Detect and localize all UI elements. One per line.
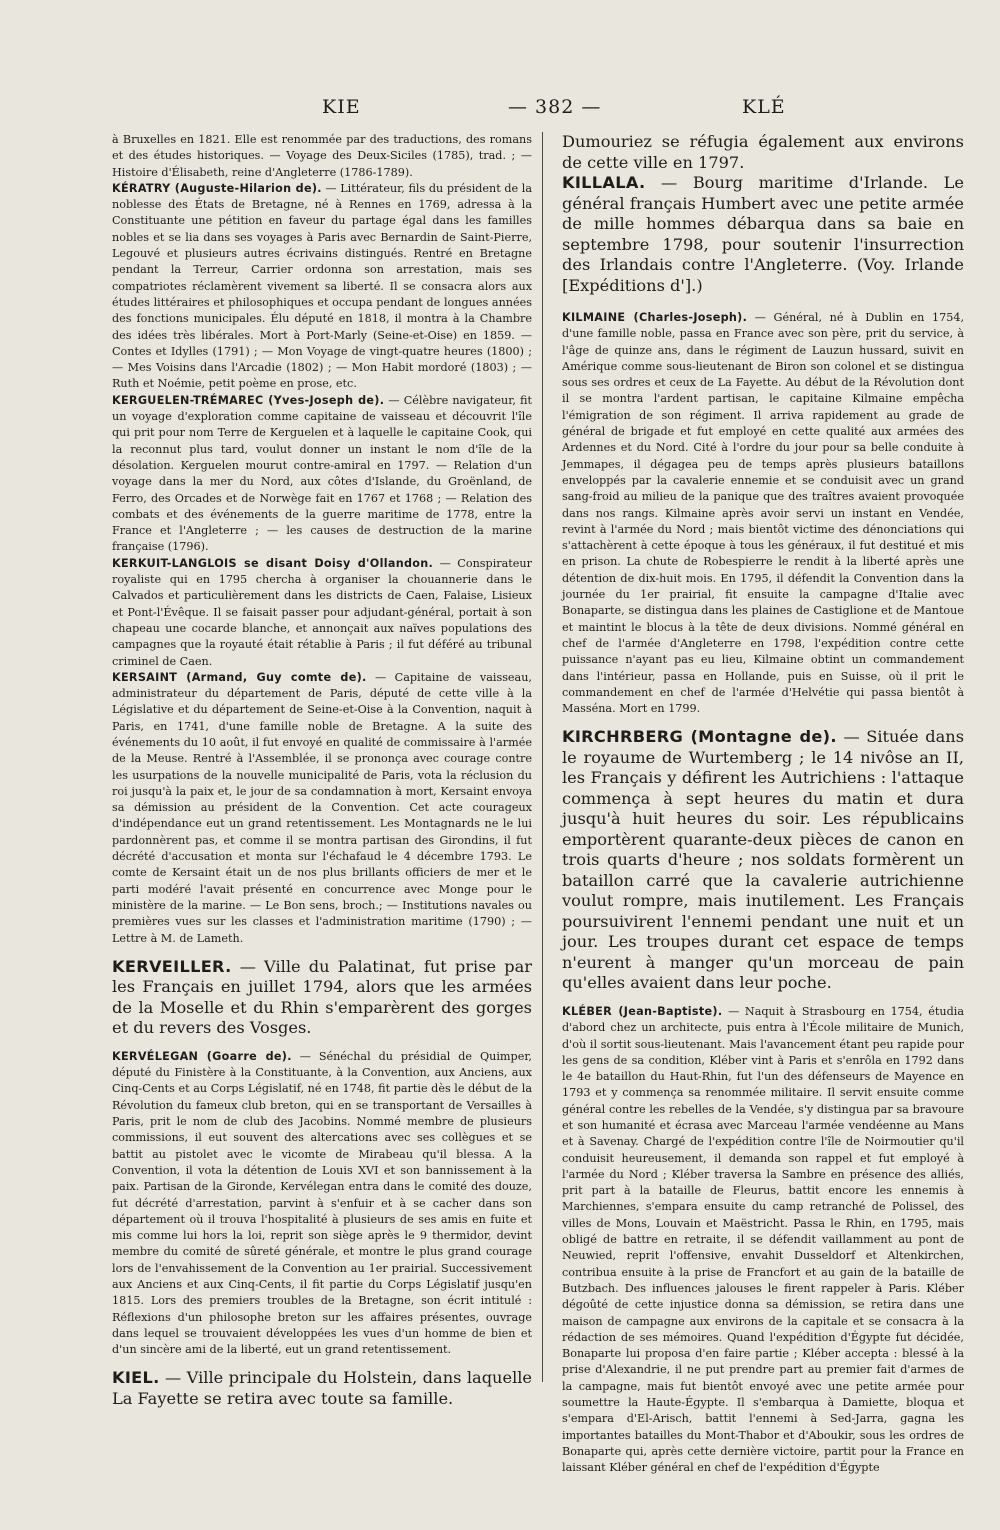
entry-killala (562, 173, 964, 296)
headword: KERVEILLER. (112, 956, 232, 976)
headword: KERGUELEN-TRÉMAREC (Yves-Joseph de). (112, 393, 385, 407)
entry-continuation: Dumouriez se réfugia également aux environs de cette ville en 1797. (562, 132, 964, 172)
spacer (112, 1358, 532, 1368)
entry-kilmaine (562, 310, 964, 717)
entry-kirchrberg (562, 727, 964, 994)
entry-text: — Célèbre navigateur, fit un voyage d'exploration comme capitaine de vaisseau et découvrit l'île qui prit pour nom Terre de Kerguelen et à laquelle le capitaine Cook, qui la reconnut plus tard, voulut donner un instant le nom d'île de la désolation. Kerguelen mourut contre-amiral en 1797. — Relation d'un voyage dans la mer du Nord, aux côtes d'Islande, du Groënland, de Ferro, des Orcades et de Norwège fait en 1767 et 1768 ; — Relation des combats et des événements de la guerre maritime de 1778, entre la France et l'Angleterre ; — les causes de destruction de la marine française (1796). (112, 393, 532, 554)
entry-kerveiller (112, 957, 532, 1039)
headword: KILLALA. (562, 173, 646, 192)
page-number: — 382 — (508, 96, 602, 118)
entry-text: — Ville du Palatinat, fut prise par les Français en juillet 1794, alors que les armées de la Moselle et du Rhin s'emparèrent des gorges et du revers des Vosges. (112, 956, 532, 1038)
headword: KIEL. (112, 1368, 160, 1388)
entry-kervelegan (112, 1049, 532, 1359)
entry-text: — Bourg maritime d'Irlande. Le général français Humbert avec une petite armée de mille hommes débarqua dans sa baie en septembre 1798, pour soutenir l'insurrection des Irlandais contre l'Angleterre. (Voy. Irlande [Expéditions d'].) (562, 173, 964, 295)
headword: KERSAINT (Armand, Guy comte de). (112, 670, 367, 684)
headword: KLÉBER (Jean-Baptiste). (562, 1004, 723, 1018)
entry-intro: à Bruxelles en 1821. Elle est renommée par des traductions, des romans et des études historiques. — Voyage des Deux-Siciles (1785), trad. ; — Histoire d'Élisabeth, reine d'Angleterre (1786-1789). (112, 133, 532, 179)
headword: KERVÉLEGAN (Goarre de). (112, 1049, 292, 1063)
right-column (562, 132, 964, 1477)
entry-text: — Naquit à Strasbourg en 1754, étudia d'abord chez un architecte, puis entra à l'École militaire de Munich, d'où il sortit sous-lieutenant. Mais l'avancement étant peu rapide pour les gens de sa condition, Kléber vint à Paris et s'enrôla en 1792 dans le 4e bataillon du Haut-Rhin, fut l'un des défenseurs de Mayence en 1793 et y commença sa renommée militaire. Il servit ensuite comme général contre les rebelles de la Vendée, s'y distingua par sa bravoure et son humanité et écrasa avec Marceau l'armée vendéenne au Mans et à Savenay. Chargé de l'expédition contre l'île de Noirmoutier qu'il conduisit heureusement, il demanda son rappel et fut employé à l'armée du Nord ; Kléber traversa la Sambre en présence des alliés, prit part à la bataille de Fleurus, battit encore les ennemis à Marchiennes, s'empara ensuite du camp retranché de Polissel, des villes de Mons, Louvain et Maëstricht. Passa le Rhin, en 1795, mais obligé de battre en retraite, il se défendit vaillamment au pont de Neuwied, reprit l'offensive, envahit Dusseldorf et Altenkirchen, contribua ensuite à la prise de Francfort et au gain de la bataille de Butzbach. Des influences jalouses le firent rappeler à Paris. Kléber dégoûté de cette injustice donna sa démission, se retira dans une maison de campagne aux environs de la capitale et se consacra à la rédaction de ses mémoires. Quand l'expédition d'Égypte fut décidée, Bonaparte lui proposa d'en faire partie ; Kléber accepta : blessé à la prise d'Alexandrie, il ne put prendre part au premier fait d'armes de la campagne, mais fut bientôt envoyé avec une petite armée pour soumettre la Haute-Égypte. Il s'embarqua à Damiette, bloqua et s'empara d'El-Arisch, battit l'ennemi à Sed-Jarra, gagna les importantes batailles du Mont-Thabor et d'Aboukir, sous les ordres de Bonaparte qui, après cette dernière victoire, partit pour la France en laissant Kléber général en chef de l'expédition d'Égypte (562, 1004, 965, 1475)
spacer (112, 947, 532, 957)
left-column (112, 132, 532, 1409)
headword: KERKUIT-LANGLOIS se disant Doisy d'Ollandon. (112, 556, 434, 570)
headword: KÉRATRY (Auguste-Hilarion de). (112, 181, 322, 195)
spacer (562, 994, 964, 1004)
spacer (112, 1039, 532, 1049)
entry-kerguelen (112, 393, 532, 556)
entry-text: — Général, né à Dublin en 1754, d'une famille noble, passa en France avec son père, prit du service, à l'âge de quinze ans, dans le régiment de Lauzun hussard, suivit en Amérique comme sous-lieutenant de Biron son colonel et se distingua sous ses ordres et ceux de La Fayette. Au début de la Révolution dont il se montra l'ardent partisan, le capitaine Kilmaine empêcha l'émigration de son régiment. Il arriva rapidement au grade de général de brigade et fut employé en cette qualité aux armées des Ardennes et du Nord. Cité à l'ordre du jour pour sa belle conduite à Jemmapes, il dégagea peu de temps après plusieurs bataillons enveloppés par la cavalerie ennemie et se conduisit avec un grand sang-froid au milieu de la panique que des traîtres avaient provoquée dans nos rangs. Kilmaine après avoir servi un instant en Vendée, revint à l'armée du Nord ; mais bientôt victime des dénonciations qui s'attachèrent à cette époque à tous les généraux, il fut destitué et mis en prison. La chute de Robespierre le rendit à la liberté après une détention de dix-huit mois. En 1795, il défendit la Convention dans la journée du 1er prairial, fit ensuite la campagne d'Italie avec Bonaparte, se distingua dans les plaines de Castiglione et de Mantoue et maintint le blocus à la tête de deux divisions. Nommé général en chef de l'armée d'Angleterre en 1798, l'expédition contre cette puissance n'ayant pas eu lieu, Kilmaine obtint un commandement dans l'intérieur, passa en Hollande, puis en Suisse, où il prit le commandement en chef de l'armée d'Helvétie qui passa bientôt à Masséna. Mort en 1799. (562, 311, 964, 716)
spacer (562, 717, 964, 727)
spacer (562, 296, 964, 310)
entry-text: — Capitaine de vaisseau, administrateur du département de Paris, député de cette ville à la Législative et du département de Seine-et-Oise à la Convention, naquit à Paris, en 1741, d'une famille noble de Bretagne. A la suite des événements du 10 août, il fut envoyé en qualité de commissaire à l'armée de la Meuse. Rentré à l'Assemblée, il se prononça avec courage contre les usurpations de la nouvelle municipalité de Paris, vota la réclusion du roi jusqu'à la paix et, le jour de sa condamnation à mort, Kersaint envoya sa démission au président de la Convention. Cet acte courageux d'indépendance eut un grand retentissement. Les Montagnards ne le lui pardonnèrent pas, et comme il se montra partisan des Girondins, il fut décrété d'accusation et monta sur l'échafaud le 4 décembre 1793. Le comte de Kersaint était un de nos plus brillants officiers de mer et le parti modéré l'avait présenté en concurrence avec Monge pour le ministère de la marine. — Le Bon sens, broch.; — Institutions navales ou premières vues sur les classes et l'administration maritime (1790) ; — Lettre à M. de Lameth. (112, 670, 532, 945)
entry-kerkuit (112, 556, 532, 670)
headword: KILMAINE (Charles-Joseph). (562, 311, 748, 324)
entry-text: — Sénéchal du présidial de Quimper, député du Finistère à la Constituante, à la Convention, aux Anciens, aux Cinq-Cents et au Corps Législatif, né en 1748, fit partie dès le début de la Révolution du fameux club breton, qui en se transportant de Versailles à Paris, prit le nom de club des Jacobins. Nommé membre de plusieurs commissions, il eut souvent des altercations avec ses collègues et se battit au pistolet avec le vicomte de Mirabeau qu'il blessa. A la Convention, il vota la détention de Louis XVI et son bannissement à la paix. Partisan de la Gironde, Kervélegan entra dans le comité des douze, fut décrété d'arrestation, parvint à s'enfuir et à se cacher dans son département où il trouva l'hospitalité à plusieurs de ses amis en fuite et mis comme lui hors la loi, reprit son siège après le 9 thermidor, devint membre du comité de sûreté générale, et montre le plus grand courage lors de l'envahissement de la Convention au 1er prairial. Successivement aux Anciens et aux Cinq-Cents, il fit partie du Corps Législatif jusqu'en 1815. Lors des premiers troubles de la Bretagne, son écrit intitulé : Réflexions d'un philosophe breton sur les affaires présentes, ouvrage dans lequel se trouvaient développées les vues d'un homme de bien et d'un sincère ami de la liberté, eut un grand retentissement. (112, 1049, 532, 1357)
entry-text: — Ville principale du Holstein, dans laquelle La Fayette se retira avec toute sa famille. (112, 1368, 532, 1408)
running-head-left: KIE (322, 96, 361, 118)
entry-text: — Conspirateur royaliste qui en 1795 chercha à organiser la chouannerie dans le Calvados et particulièrement dans les districts de Caen, Falaise, Lisieux et Pont-l'Évêque. Il se faisait passer pour adjudant-général, portait à son chapeau une cocarde blanche, et annonçait aux naïves populations des campagnes que la royauté était rétablie à Paris ; il fut déféré au tribunal criminel de Caen. (112, 556, 532, 668)
headword: KIRCHRBERG (Montagne de). (562, 727, 837, 747)
entry-kleber (562, 1004, 964, 1477)
entry-kersaint (112, 670, 532, 947)
entry-kiel (112, 1368, 532, 1409)
column-rule (542, 132, 543, 1382)
running-head-right: KLÉ (742, 96, 786, 118)
entry-text: — Située dans le royaume de Wurtemberg ; le 14 nivôse an II, les Français y défirent les Autrichiens : l'attaque commença à sept heures du matin et dura jusqu'à huit heures du soir. Les républicains emportèrent quarante-deux pièces de canon en trois quarts d'heure ; nos soldats formèrent un bataillon carré que la cavalerie autrichienne voulut rompre, mais inutilement. Les Français poursuivirent l'ennemi pendant une nuit et un jour. Les troupes durant cet espace de temps n'eurent à manger qu'un morceau de pain qu'elles avaient dans leur poche. (562, 727, 964, 993)
entry-text: — Littérateur, fils du président de la noblesse des États de Bretagne, né à Rennes en 1769, adressa à la Constituante une pétition en faveur du partage égal dans les familles nobles et se lia dans ses voyages à Paris avec Bernardin de Saint-Pierre, Legouvé et plusieurs autres écrivains distingués. Rentré en Bretagne pendant la Terreur, Carrier ordonna son arrestation, mais ses compatriotes réclamèrent vivement sa liberté. Il se consacra alors aux études littéraires et philosophiques et occupa pendant de longues années des fonctions municipales. Élu député en 1818, il montra à la Chambre des idées très libérales. Mort à Port-Marly (Seine-et-Oise) en 1859. — Contes et Idylles (1791) ; — Mon Voyage de vingt-quatre heures (1800) ; — Mes Voisins dans l'Arcadie (1802) ; — Mon Habit mordoré (1803) ; — Ruth et Noémie, petit poème en prose, etc. (112, 181, 532, 391)
entry-keratry (112, 181, 532, 393)
